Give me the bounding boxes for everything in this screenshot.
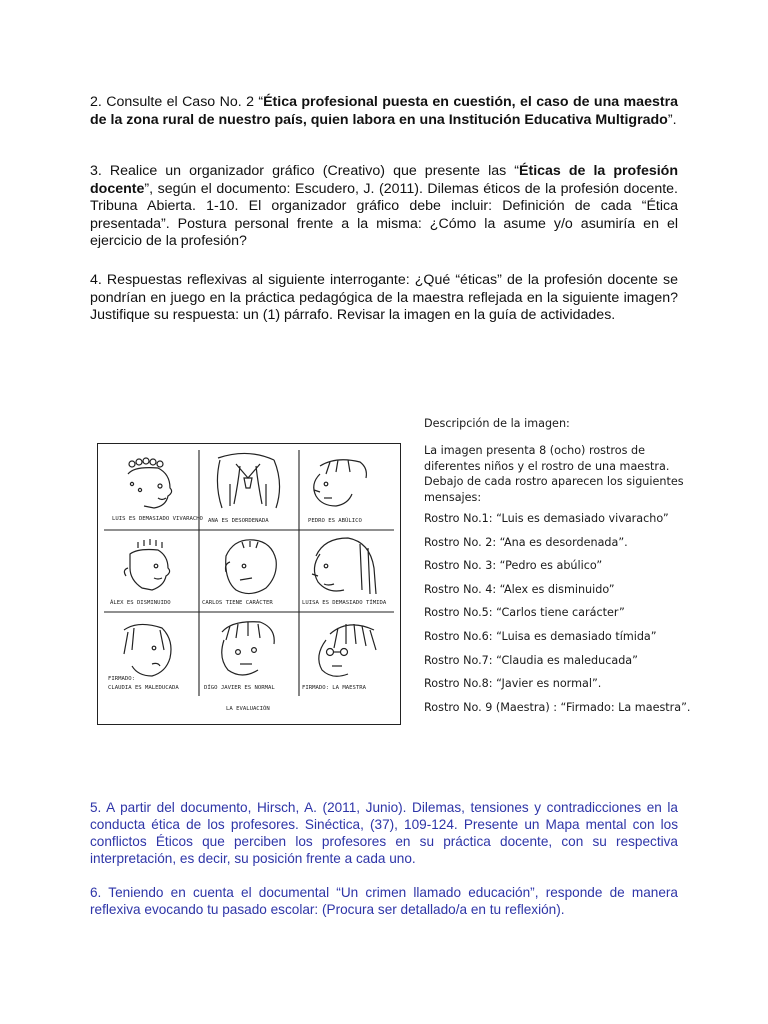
instruction-2-suffix: ”. (667, 111, 677, 128)
face-2 (217, 453, 279, 508)
instruction-3-prefix: 3. Realice un organizador gráfico (Creativo) que presente las “ (90, 163, 519, 179)
face-4 (124, 539, 169, 590)
description-item: Rostro No. 9 (Maestra) : “Firmado: La maestra”. (424, 700, 691, 714)
caption-5: CARLOS TIENE CARÁCTER (202, 600, 273, 606)
instruction-3-suffix: ”, según el documento: Escudero, J. (2011). Dilemas éticos de la profesión docente. Tribuna Abierta. 1-10. El organizador gráfico debe incluir: Definición de cada “Ética presentada”. Postura personal frente a la misma: ¿Cómo la asume y/o asumiría en el ejercicio de la profesión? (90, 180, 678, 250)
description-item: Rostro No.8: “Javier es normal”. (424, 677, 602, 691)
description-item: Rostro No.6: “Luisa es demasiado tímida” (424, 630, 657, 643)
caption-6: LUISA ES DEMASIADO TÍMIDA (302, 600, 387, 606)
instruction-4: 4. Respuestas reflexivas al siguiente interrogante: ¿Qué “éticas” de la profesión docente se pondrían en juego en la práctica pedagógica de la maestra reflejada en la siguiente imagen? Justifique su respuesta: un (1) párrafo. Revisar la imagen en la guía de actividades. (90, 272, 678, 324)
description-intro: La imagen presenta 8 (ocho) rostros de diferentes niños y el rostro de una maestra. Debajo de cada rostro aparecen los siguientes mensajes: (424, 444, 684, 504)
ethics-title: Éticas de la profesión docente (90, 163, 678, 197)
face-3 (314, 460, 367, 506)
image-description (424, 416, 694, 723)
face-1 (128, 458, 172, 508)
description-heading: Descripción de la imagen: (424, 417, 570, 430)
instruction-3 (90, 163, 678, 251)
caption-1: LUIS ES DEMASIADO VIVARACHO (112, 516, 203, 522)
description-item: Rostro No. 4: “Alex es disminuido” (424, 582, 615, 596)
caption-3: PEDRO ES ABÚLICO (308, 518, 362, 524)
instruction-2 (90, 94, 678, 129)
face-6 (312, 538, 376, 594)
figure-caption: LA EVALUACIÓN (226, 706, 270, 712)
description-item: Rostro No.7: “Claudia es maleducada” (424, 653, 638, 667)
case-title: Ética profesional puesta en cuestión, el caso de una maestra de la zona rural de nuestro país, quien labora en una Institución Educativa Multigrado (90, 94, 678, 128)
description-item: Rostro No.1: “Luis es demasiado vivaracho” (424, 512, 669, 526)
caption-7: CLAUDIA ES MALEDUCADA (108, 685, 179, 691)
caption-9: FIRMADO: LA MAESTRA (302, 685, 366, 691)
face-5 (226, 540, 277, 594)
caption-2: ANA ES DESORDENADA (208, 518, 269, 524)
description-item: Rostro No. 3: “Pedro es abúlico” (424, 559, 603, 573)
signature-mark: FIRMADO: (108, 676, 135, 682)
caption-4: ÁLEX ES DISMINUIDO (110, 600, 171, 606)
instruction-2-prefix: 2. Consulte el Caso No. 2 “ (90, 94, 264, 110)
instruction-5: 5. A partir del documento, Hirsch, A. (2011, Junio). Dilemas, tensiones y contradicciones en la conducta ética de los profesores. Sinéctica, (37), 109-124. Presente un Mapa mental con los conflictos Éticos que perciben los profesores en su práctica docente, con su respectiva interpretación, es decir, su posición frente a cada uno. (90, 800, 678, 866)
evaluation-cartoon (97, 443, 401, 725)
instruction-6: 6. Teniendo en cuenta el documental “Un crimen llamado educación”, responde de manera reflexiva evocando tu pasado escolar: (Procura ser detallado/a en tu reflexión). (90, 885, 678, 917)
face-8 (222, 622, 274, 675)
description-item: Rostro No. 2: “Ana es desordenada”. (424, 535, 628, 549)
face-7 (124, 624, 171, 676)
description-item: Rostro No.5: “Carlos tiene carácter” (424, 606, 625, 620)
face-9-teacher (319, 624, 376, 676)
caption-8: DÍGO JAVIER ES NORMAL (204, 685, 275, 691)
